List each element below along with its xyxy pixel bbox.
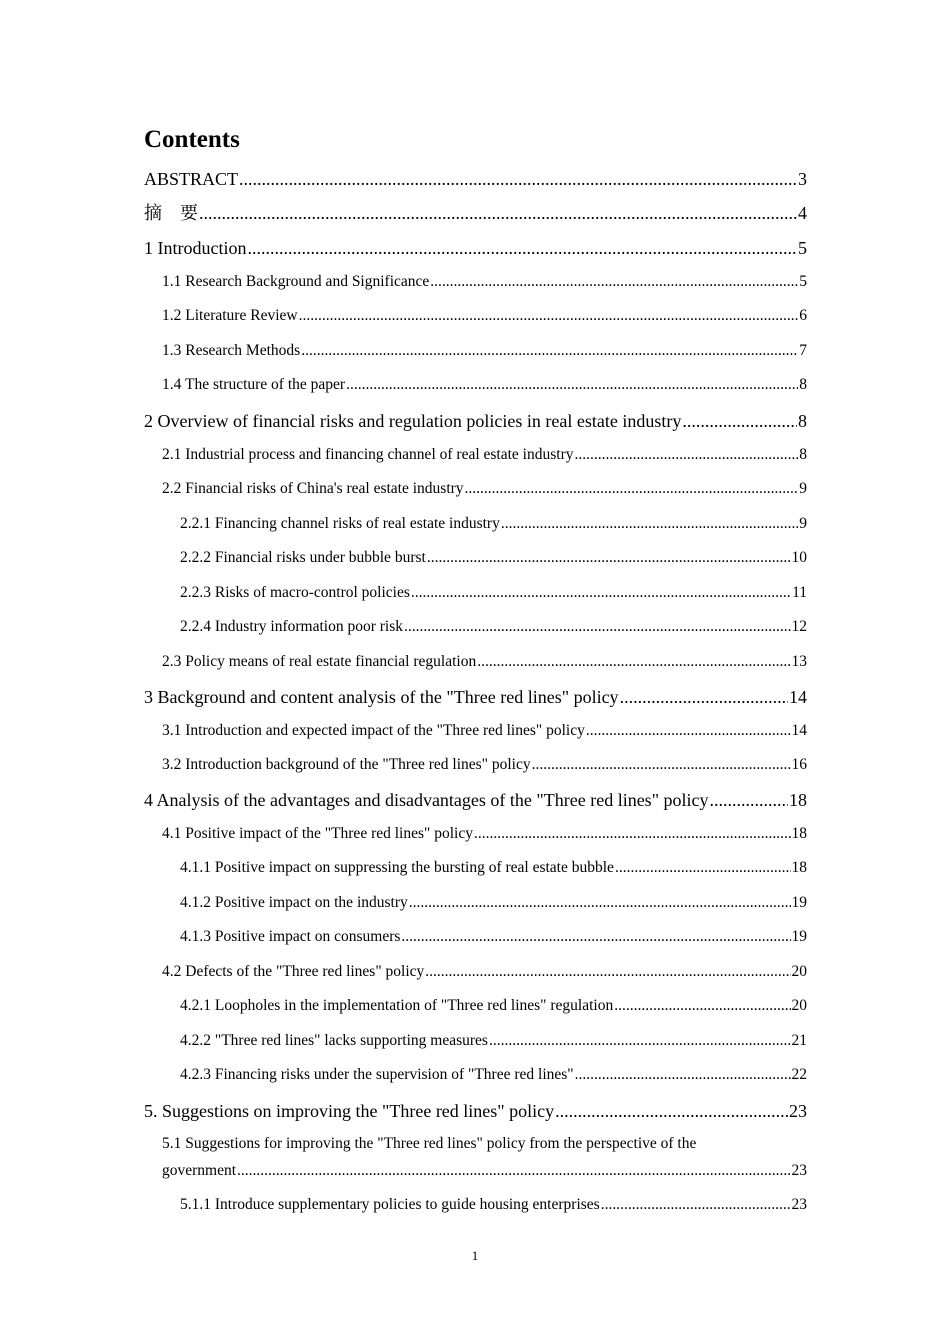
toc-entry-1-1[interactable] [144,272,807,292]
toc-entry-4-1-1[interactable] [144,858,807,878]
toc-entry-2-2-1[interactable] [144,514,807,534]
toc-entry-5-1[interactable] [144,1161,807,1181]
toc-label: 2.2.3 Risks of macro-control policies [180,584,410,601]
toc-page: 8 [799,376,807,393]
toc-page: 5 [798,238,807,258]
toc-label: 2.3 Policy means of real estate financial regulation [162,653,477,670]
toc-entry-2[interactable] [144,410,807,432]
toc-label: 4 Analysis of the advantages and disadvantages of the "Three red lines" policy [144,790,709,810]
toc-entry-4-2[interactable] [144,962,807,982]
page-number: 1 [471,1248,479,1263]
toc-label: 2.1 Industrial process and financing channel of real estate industry [162,446,574,463]
toc-page: 6 [799,307,807,324]
toc-page: 22 [791,1066,807,1083]
toc-page: 12 [791,618,807,635]
toc-entry-4-1-2[interactable] [144,893,807,913]
toc-label: 4.1.1 Positive impact on suppressing the bursting of real estate bubble [180,859,614,876]
toc-label: 1.2 Literature Review [162,307,298,324]
toc-label: 2.2.1 Financing channel risks of real estate industry [180,515,500,532]
toc-label: government [162,1162,237,1179]
toc-entry-1-2[interactable] [144,306,807,326]
toc-entry-abstract[interactable] [144,168,807,190]
toc-page: 5 [799,273,807,290]
toc-entry-4[interactable] [144,789,807,811]
toc-label: 4.1.3 Positive impact on consumers [180,928,401,945]
toc-entry-3-2[interactable] [144,755,807,775]
toc-page: 19 [791,928,807,945]
toc-entry-5-1-line1[interactable]: 5.1 Suggestions for improving the "Three red lines" policy from the perspective of the [162,1135,697,1152]
toc-label: 3.1 Introduction and expected impact of the "Three red lines" policy [162,722,585,739]
toc-page: 4 [798,203,807,223]
toc-entry-2-1[interactable] [144,445,807,465]
toc-page: 13 [791,653,807,670]
toc-label: 2.2 Financial risks of China's real estate industry [162,480,464,497]
toc-label: 2.2.2 Financial risks under bubble burst [180,549,426,566]
toc-page: 8 [799,446,807,463]
toc-label: ABSTRACT [144,169,239,189]
page-title: Contents [144,126,240,153]
toc-label: 1 Introduction [144,238,247,258]
toc-label: 5. Suggestions on improving the "Three red lines" policy [144,1101,555,1121]
toc-entry-1-3[interactable] [144,341,807,361]
toc-page: 3 [798,169,807,189]
toc-label: 4.1 Positive impact of the "Three red lines" policy [162,825,473,842]
toc-label: 1.4 The structure of the paper [162,376,346,393]
toc-entry-1-4[interactable] [144,375,807,395]
toc-label: 4.2.3 Financing risks under the supervision of "Three red lines" [180,1066,574,1083]
toc-label: 4.2.1 Loopholes in the implementation of "Three red lines" regulation [180,997,614,1014]
toc-label: 2.2.4 Industry information poor risk [180,618,404,635]
toc-entry-2-2-4[interactable] [144,617,807,637]
toc-page: 23 [791,1196,807,1213]
toc-entry-1[interactable] [144,237,807,259]
toc-page: 14 [791,722,807,739]
toc-page: 23 [789,1101,807,1121]
toc-page: 20 [791,963,807,980]
toc-page: 19 [791,894,807,911]
toc-entry-4-1[interactable] [144,824,807,844]
toc-label: 2 Overview of financial risks and regulation policies in real estate industry [144,411,682,431]
toc-entry-4-2-3[interactable] [144,1065,807,1085]
toc-page: 21 [791,1032,807,1049]
toc-page: 9 [799,480,807,497]
toc-page: 9 [799,515,807,532]
toc-entry-4-1-3[interactable] [144,927,807,947]
toc-label: 1.3 Research Methods [162,342,301,359]
toc-entry-3-1[interactable] [144,721,807,741]
toc-entry-5-1-1[interactable] [144,1195,807,1215]
toc-label: 摘 要 [144,203,198,223]
toc-label: 5.1.1 Introduce supplementary policies to guide housing enterprises [180,1196,600,1213]
toc-entry-2-2[interactable] [144,479,807,499]
toc-entry-2-2-3[interactable] [144,583,807,603]
toc-page: 18 [791,825,807,842]
toc-label: 3.2 Introduction background of the "Three red lines" policy [162,756,531,773]
toc-entry-chinese-abstract[interactable] [144,202,807,224]
toc-label: 1.1 Research Background and Significance [162,273,430,290]
toc-entry-2-2-2[interactable] [144,548,807,568]
toc-page: 18 [791,859,807,876]
toc-entry-4-2-2[interactable] [144,1031,807,1051]
toc-page: 8 [798,411,807,431]
toc-page: 7 [799,342,807,359]
toc-label: 4.1.2 Positive impact on the industry [180,894,408,911]
toc-label: 4.2 Defects of the "Three red lines" policy [162,963,425,980]
toc-label: 4.2.2 "Three red lines" lacks supporting measures [180,1032,488,1049]
toc-entry-5[interactable] [144,1100,807,1122]
toc-page: 10 [791,549,807,566]
toc-label: 3 Background and content analysis of the "Three red lines" policy [144,687,619,707]
toc-entry-3[interactable] [144,686,807,708]
toc-entry-2-3[interactable] [144,652,807,672]
toc-page: 18 [789,790,807,810]
toc-page: 20 [791,997,807,1014]
toc-page: 11 [792,584,807,601]
toc-page: 14 [789,687,807,707]
toc-entry-4-2-1[interactable] [144,996,807,1016]
toc-page: 16 [791,756,807,773]
toc-page: 23 [791,1162,807,1179]
